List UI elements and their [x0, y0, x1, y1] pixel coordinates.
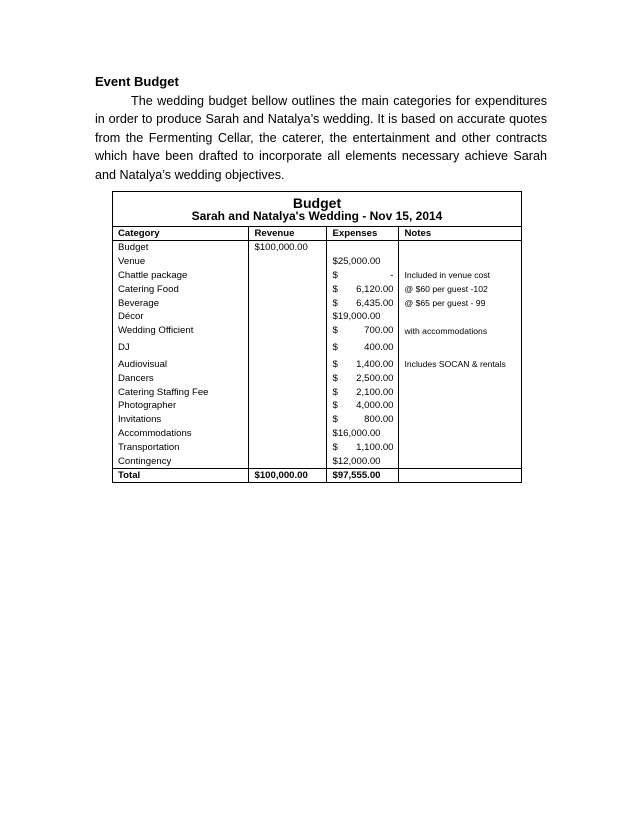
- expense-amount-value: 4,000.00: [356, 400, 394, 412]
- table-row: [112, 385, 522, 399]
- expense-amount-value: -: [390, 269, 394, 281]
- table-row: [112, 454, 522, 468]
- expense-amount-part: $: [332, 325, 338, 337]
- table-row: [112, 269, 522, 283]
- cell-category: Venue: [118, 256, 146, 268]
- cell-notes: Included in venue cost: [398, 269, 522, 283]
- cell-revenue: [248, 440, 326, 454]
- total-row: [112, 468, 522, 483]
- cell-expenses: [326, 371, 398, 385]
- cell-revenue: [248, 324, 326, 338]
- cell-category: Wedding Officient: [118, 325, 194, 337]
- cell-expenses: [326, 413, 398, 427]
- cell-category: Audiovisual: [118, 358, 168, 370]
- cell-revenue: [248, 255, 326, 269]
- cell-notes: [398, 255, 522, 269]
- total-revenue: $100,000.00: [248, 468, 326, 483]
- cell-notes: [398, 385, 522, 399]
- cell-notes: @ $60 per guest -102: [398, 282, 522, 296]
- cell-notes: [398, 413, 522, 427]
- cell-expenses: [326, 324, 398, 338]
- section-heading: Event Budget: [95, 74, 179, 89]
- cell-category: Dancers: [118, 372, 154, 384]
- header-notes: Notes: [398, 227, 522, 241]
- cell-category: Transportation: [118, 441, 180, 453]
- budget-subtitle: Sarah and Natalya's Wedding - Nov 15, 2014: [191, 209, 443, 223]
- budget-table-container: [112, 191, 522, 483]
- cell-expenses: [326, 241, 398, 255]
- table-row: [112, 413, 522, 427]
- cell-notes: [398, 371, 522, 385]
- expense-amount-value: 800.00: [364, 414, 394, 426]
- cell-revenue: [248, 310, 326, 324]
- table-row: [112, 310, 522, 324]
- total-label: Total: [112, 468, 248, 483]
- expense-amount-value: 2,500.00: [356, 372, 394, 384]
- expense-amount-part: $19,000.00: [332, 311, 381, 323]
- cell-revenue: [248, 282, 326, 296]
- cell-revenue: [248, 371, 326, 385]
- header-category: Category: [112, 227, 248, 241]
- expense-amount-part: $25,000.00: [332, 256, 381, 268]
- cell-category: Photographer: [118, 400, 177, 412]
- expense-amount-part: $: [332, 269, 338, 281]
- expense-amount-part: $: [332, 441, 338, 453]
- cell-expenses: [326, 385, 398, 399]
- cell-revenue: [248, 454, 326, 468]
- budget-title: Budget: [292, 195, 342, 211]
- expense-amount-part: $: [332, 283, 338, 295]
- expense-amount-value: 6,120.00: [356, 283, 394, 295]
- cell-expenses: [326, 338, 398, 358]
- cell-revenue: [248, 338, 326, 358]
- expense-amount-part: $: [332, 358, 338, 370]
- total-notes: [398, 468, 522, 483]
- cell-notes: with accommodations: [398, 324, 522, 338]
- expense-amount-value: 700.00: [364, 325, 394, 337]
- table-row: [112, 282, 522, 296]
- expense-amount-part: $: [332, 372, 338, 384]
- cell-notes: [398, 310, 522, 324]
- cell-expenses: [326, 282, 398, 296]
- cell-expenses: [326, 440, 398, 454]
- cell-revenue: [248, 358, 326, 372]
- table-row: [112, 358, 522, 372]
- total-expenses: $97,555.00: [326, 468, 398, 483]
- budget-table-body: [112, 241, 522, 469]
- cell-revenue: $100,000.00: [248, 241, 326, 255]
- cell-notes: [398, 399, 522, 413]
- cell-revenue: [248, 296, 326, 310]
- expense-amount-part: $: [332, 414, 338, 426]
- cell-expenses: [326, 399, 398, 413]
- cell-notes: [398, 241, 522, 255]
- cell-expenses: [326, 255, 398, 269]
- cell-revenue: [248, 413, 326, 427]
- table-row: [112, 324, 522, 338]
- section-paragraph: The wedding budget bellow outlines the main categories for expenditures in order to produce Sarah and Natalya’s wedding. It is based on accurate quotes from the Fermenting Cellar, the caterer, the entertainment and other contracts which have been drafted to incorporate all elements necessary achieve Sarah and Natalya’s wedding objectives.: [95, 94, 547, 182]
- cell-category: Catering Staffing Fee: [118, 386, 209, 398]
- cell-expenses: [326, 427, 398, 441]
- expense-amount-part: $16,000.00: [332, 427, 381, 439]
- cell-revenue: [248, 269, 326, 283]
- header-revenue: Revenue: [248, 227, 326, 241]
- cell-category: Décor: [118, 311, 144, 323]
- cell-notes: [398, 454, 522, 468]
- table-header-row: [112, 227, 522, 241]
- cell-revenue: [248, 399, 326, 413]
- expense-amount-value: 1,100.00: [356, 441, 394, 453]
- expense-amount-value: 2,100.00: [356, 386, 394, 398]
- table-row: [112, 371, 522, 385]
- cell-revenue: [248, 385, 326, 399]
- cell-notes: [398, 338, 522, 358]
- cell-category: Catering Food: [118, 283, 179, 295]
- cell-category: Budget: [118, 242, 149, 254]
- table-row: [112, 338, 522, 358]
- table-row: [112, 296, 522, 310]
- table-row: [112, 399, 522, 413]
- cell-expenses: [326, 454, 398, 468]
- expense-amount-value: 1,400.00: [356, 358, 394, 370]
- cell-category: Contingency: [118, 455, 172, 467]
- expense-amount-value: 400.00: [364, 342, 394, 354]
- cell-notes: @ $65 per guest - 99: [398, 296, 522, 310]
- expense-amount-part: $: [332, 386, 338, 398]
- cell-category: DJ: [118, 342, 130, 354]
- cell-category: Accommodations: [118, 427, 192, 439]
- cell-notes: [398, 427, 522, 441]
- expense-amount-part: $: [332, 297, 338, 309]
- table-row: [112, 241, 522, 255]
- expense-amount-value: 6,435.00: [356, 297, 394, 309]
- cell-expenses: [326, 310, 398, 324]
- cell-revenue: [248, 427, 326, 441]
- cell-category: Chattle package: [118, 269, 188, 281]
- expense-amount-part: $: [332, 342, 338, 354]
- table-row: [112, 255, 522, 269]
- header-expenses: Expenses: [326, 227, 398, 241]
- cell-expenses: [326, 296, 398, 310]
- cell-expenses: [326, 269, 398, 283]
- cell-notes: Includes SOCAN & rentals: [398, 358, 522, 372]
- cell-expenses: [326, 358, 398, 372]
- budget-table: [112, 226, 522, 483]
- cell-category: Beverage: [118, 297, 160, 309]
- table-row: [112, 427, 522, 441]
- cell-notes: [398, 440, 522, 454]
- table-row: [112, 440, 522, 454]
- expense-amount-part: $12,000.00: [332, 455, 381, 467]
- expense-amount-part: $: [332, 400, 338, 412]
- cell-category: Invitations: [118, 414, 162, 426]
